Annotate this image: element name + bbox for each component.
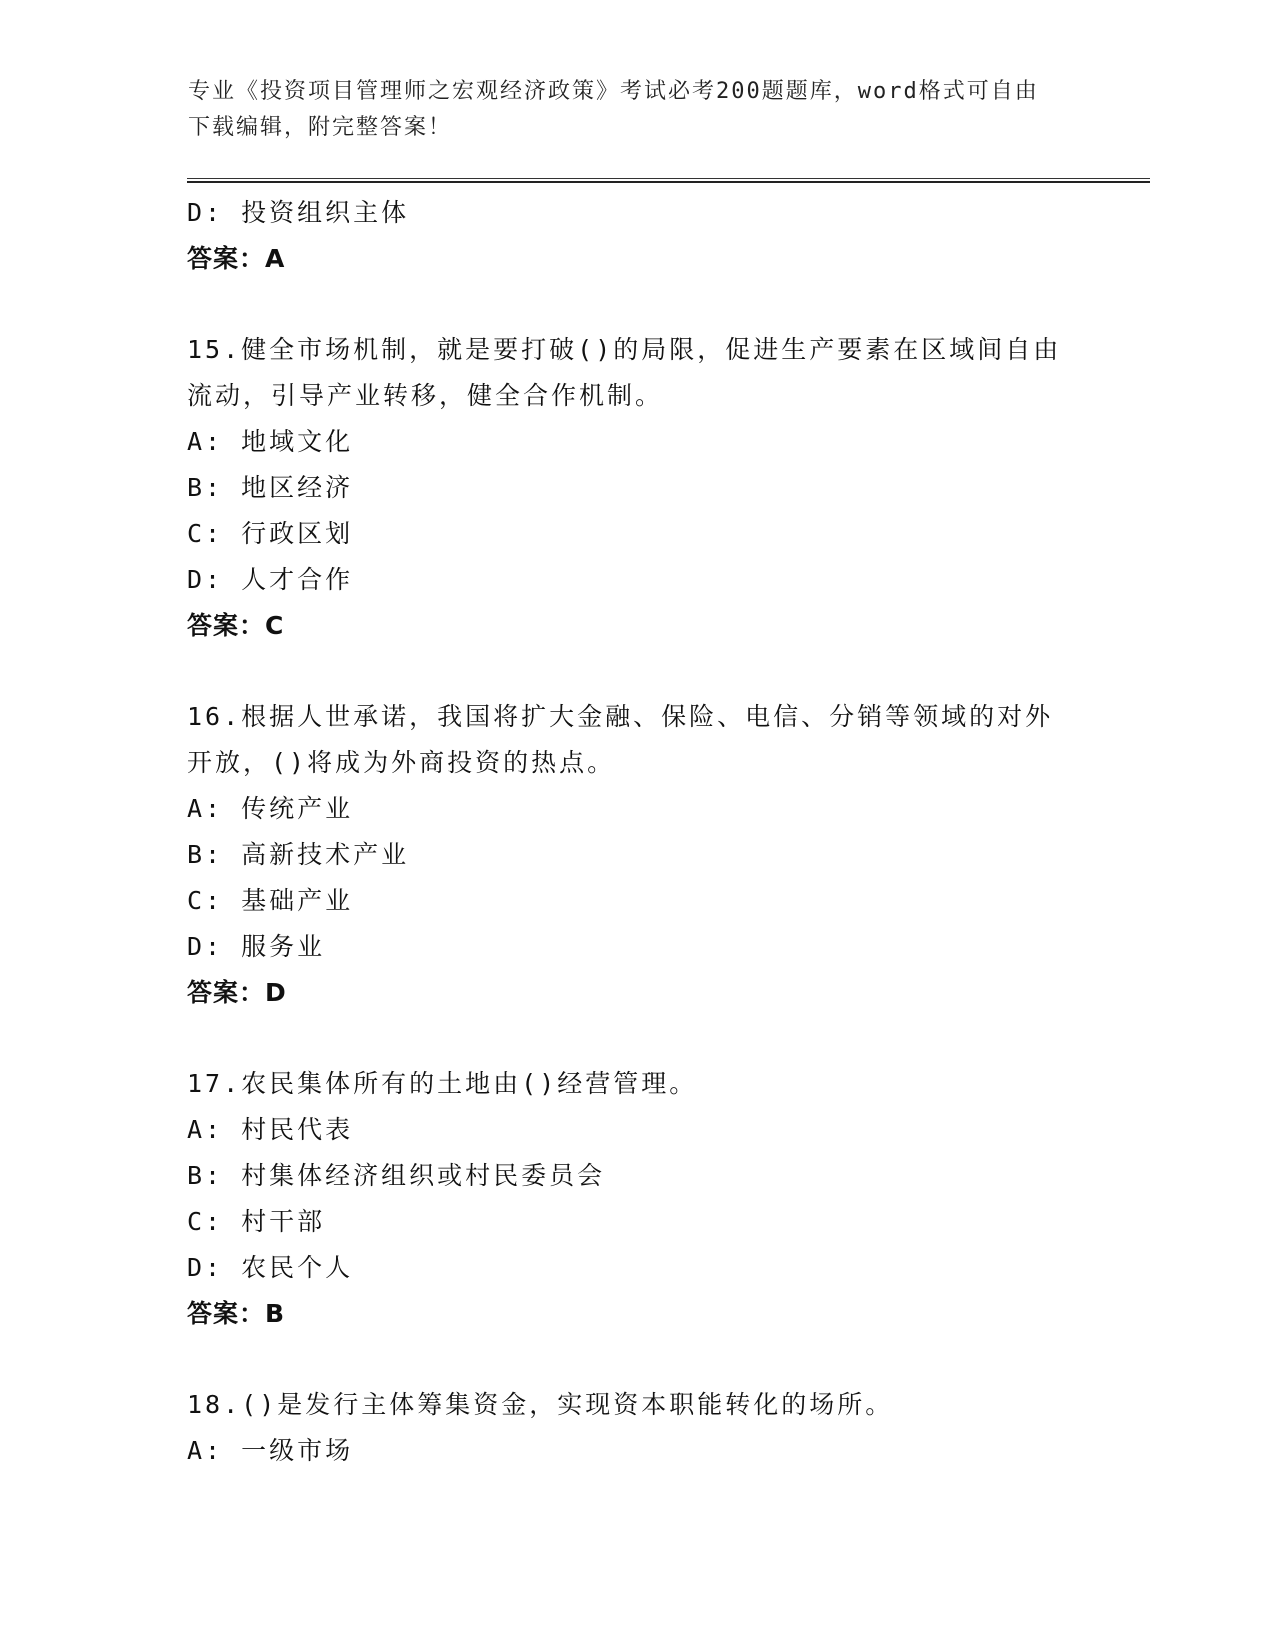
header-line-1: 专业《投资项目管理师之宏观经济政策》考试必考200题题库，word格式可自由 xyxy=(188,79,1039,104)
question-text: 16.根据人世承诺，我国将扩大金融、保险、电信、分销等领域的对外 xyxy=(187,702,1054,731)
spacer xyxy=(187,649,1087,694)
answer-line: 答案：C xyxy=(187,611,285,640)
option-a: A: 一级市场 xyxy=(187,1436,354,1465)
question-list xyxy=(187,190,1087,1474)
question-18 xyxy=(187,1382,1087,1474)
question-text: 17.农民集体所有的土地由()经营管理。 xyxy=(187,1069,698,1098)
question-14-tail xyxy=(187,190,1087,282)
document-header xyxy=(188,74,1068,146)
answer-line: 答案：A xyxy=(187,244,286,273)
option-c: C: 行政区划 xyxy=(187,519,354,548)
question-17 xyxy=(187,1061,1087,1337)
option-b: B: 村集体经济组织或村民委员会 xyxy=(187,1161,606,1190)
option-c: C: 基础产业 xyxy=(187,886,354,915)
option-b: B: 地区经济 xyxy=(187,473,354,502)
option-d: D: 服务业 xyxy=(187,932,326,961)
question-text-continued: 流动，引导产业转移，健全合作机制。 xyxy=(187,381,664,410)
option-d: D: 农民个人 xyxy=(187,1253,354,1282)
question-15 xyxy=(187,327,1087,649)
answer-line: 答案：B xyxy=(187,1299,286,1328)
option-d: D: 投资组织主体 xyxy=(187,198,410,227)
option-d: D: 人才合作 xyxy=(187,565,354,594)
question-16 xyxy=(187,694,1087,1016)
header-divider xyxy=(187,178,1150,183)
option-a: A: 传统产业 xyxy=(187,794,354,823)
option-a: A: 村民代表 xyxy=(187,1115,354,1144)
option-b: B: 高新技术产业 xyxy=(187,840,410,869)
answer-line: 答案：D xyxy=(187,978,287,1007)
option-a: A: 地域文化 xyxy=(187,427,354,456)
option-c: C: 村干部 xyxy=(187,1207,326,1236)
question-text: 18.()是发行主体筹集资金，实现资本职能转化的场所。 xyxy=(187,1390,894,1419)
spacer xyxy=(187,1337,1087,1382)
question-text: 15.健全市场机制，就是要打破()的局限，促进生产要素在区域间自由 xyxy=(187,335,1062,364)
spacer xyxy=(187,1016,1087,1061)
header-line-2: 下载编辑，附完整答案！ xyxy=(188,115,453,140)
spacer xyxy=(187,282,1087,327)
question-text-continued: 开放，()将成为外商投资的热点。 xyxy=(187,748,616,777)
